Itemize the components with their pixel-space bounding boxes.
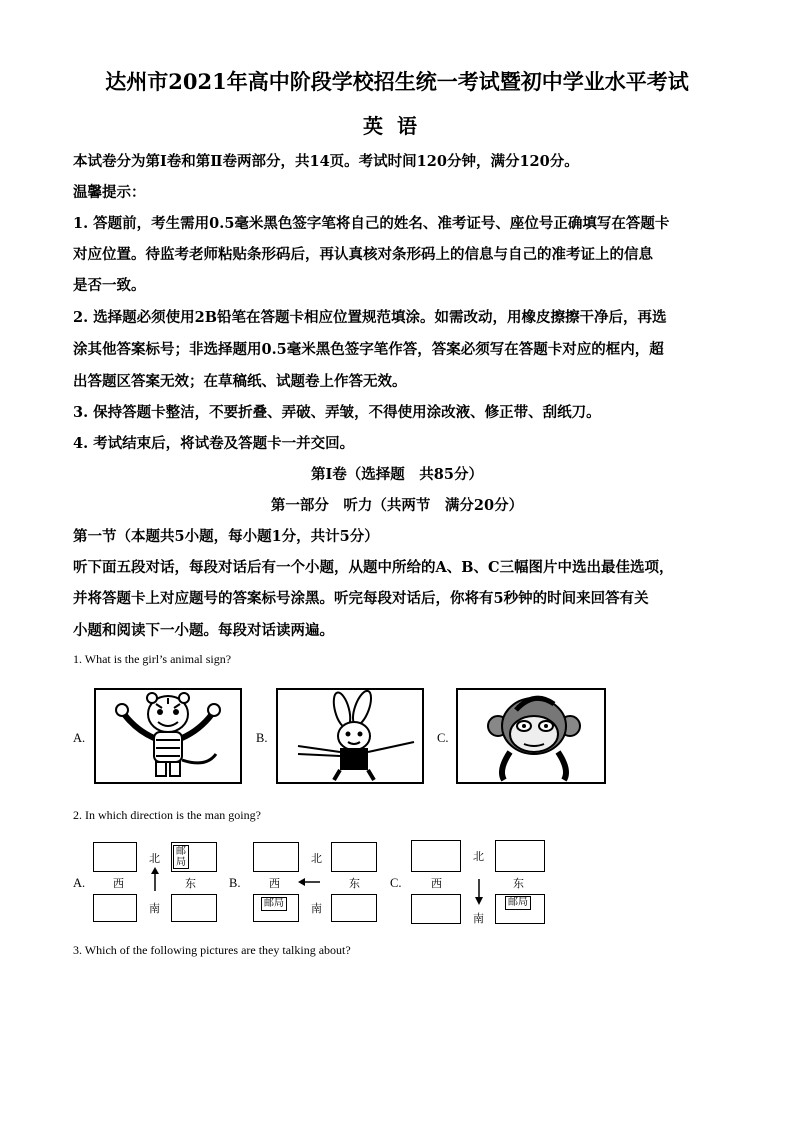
question-2: 2. In which direction is the man going? xyxy=(73,808,261,822)
arrow-up-icon xyxy=(149,866,161,892)
tip-line: 对应位置。待监考老师粘贴条形码后，再认真核对条形码上的信息与自己的准考证上的信息 xyxy=(73,246,653,263)
post-office-label: 邮局 xyxy=(261,897,287,911)
monkey-icon xyxy=(458,690,604,782)
east-label: 东 xyxy=(185,877,196,890)
west-label: 西 xyxy=(269,877,280,890)
east-label: 东 xyxy=(513,877,524,890)
volume-heading: 第Ⅰ卷（选择题 共85分） xyxy=(311,466,483,483)
post-office-label: 邮局 xyxy=(505,896,531,910)
instruction-line: 并将答题卡上对应题号的答案标号涂黑。听完每段对话后，你将有5秒钟的时间来回答有关 xyxy=(73,590,649,607)
tip-line: 1. 答题前，考生需用0.5毫米黑色签字笔将自己的姓名、准考证号、座位号正确填写在答题卡 xyxy=(73,215,670,232)
question-1: 1. What is the girl’s animal sign? xyxy=(73,652,232,666)
west-label: 西 xyxy=(113,877,124,890)
instruction-line: 听下面五段对话，每段对话后有一个小题，从题中所给的A、B、C三幅图片中选出最佳选项， xyxy=(73,559,674,576)
instruction-line: 小题和阅读下一小题。每段对话读两遍。 xyxy=(73,622,334,639)
exam-title: 达州市2021年高中阶段学校招生统一考试暨初中学业水平考试 xyxy=(105,69,689,94)
section-heading: 第一节（本题共5小题，每小题1分，共计5分） xyxy=(73,528,379,545)
south-label: 南 xyxy=(473,912,484,925)
map-b xyxy=(253,842,377,922)
subject-title: 英语 xyxy=(363,114,431,138)
option-a-label: A. xyxy=(73,876,86,890)
post-office-label: 邮 局 xyxy=(173,845,189,869)
arrow-left-icon xyxy=(297,877,321,887)
north-label: 北 xyxy=(311,852,322,865)
option-b-label: B. xyxy=(256,731,268,745)
tip-line: 4. 考试结束后，将试卷及答题卡一并交回。 xyxy=(73,435,355,452)
question-3: 3. Which of the following pictures are they talking about? xyxy=(73,943,351,957)
north-label: 北 xyxy=(473,850,484,863)
option-a-label: A. xyxy=(73,731,86,745)
west-label: 西 xyxy=(431,877,442,890)
option-c-label: C. xyxy=(437,731,449,745)
option-b-label: B. xyxy=(229,876,241,890)
south-label: 南 xyxy=(149,902,160,915)
tip-line: 2. 选择题必须使用2B铅笔在答题卡相应位置规范填涂。如需改动，用橡皮擦擦干净后，再选 xyxy=(73,309,667,326)
south-label: 南 xyxy=(311,902,322,915)
rabbit-icon xyxy=(278,690,422,782)
option-c-label: C. xyxy=(390,876,402,890)
east-label: 东 xyxy=(349,877,360,890)
map-a xyxy=(93,842,217,922)
tip-line: 是否一致。 xyxy=(73,277,146,294)
tip-line: 3. 保持答题卡整洁，不要折叠、弄破、弄皱，不得使用涂改液、修正带、刮纸刀。 xyxy=(73,404,601,421)
part-heading: 第一部分 听力（共两节 满分20分） xyxy=(270,497,524,514)
monkey-picture xyxy=(456,688,606,784)
arrow-down-icon xyxy=(473,878,485,906)
tiger-icon xyxy=(96,690,240,782)
tip-line: 涂其他答案标号；非选择题用0.5毫米黑色签字笔作答，答案必须写在答题卡对应的框内，超 xyxy=(73,341,664,358)
map-c xyxy=(411,840,545,924)
tiger-picture xyxy=(94,688,242,784)
north-label: 北 xyxy=(149,852,160,865)
tip-line: 出答题区答案无效；在草稿纸、试题卷上作答无效。 xyxy=(73,373,407,390)
rabbit-picture xyxy=(276,688,424,784)
tips-heading: 温馨提示： xyxy=(73,184,146,201)
intro-text: 本试卷分为第Ⅰ卷和第Ⅱ卷两部分，共14页。考试时间120分钟，满分120分。 xyxy=(73,153,579,170)
